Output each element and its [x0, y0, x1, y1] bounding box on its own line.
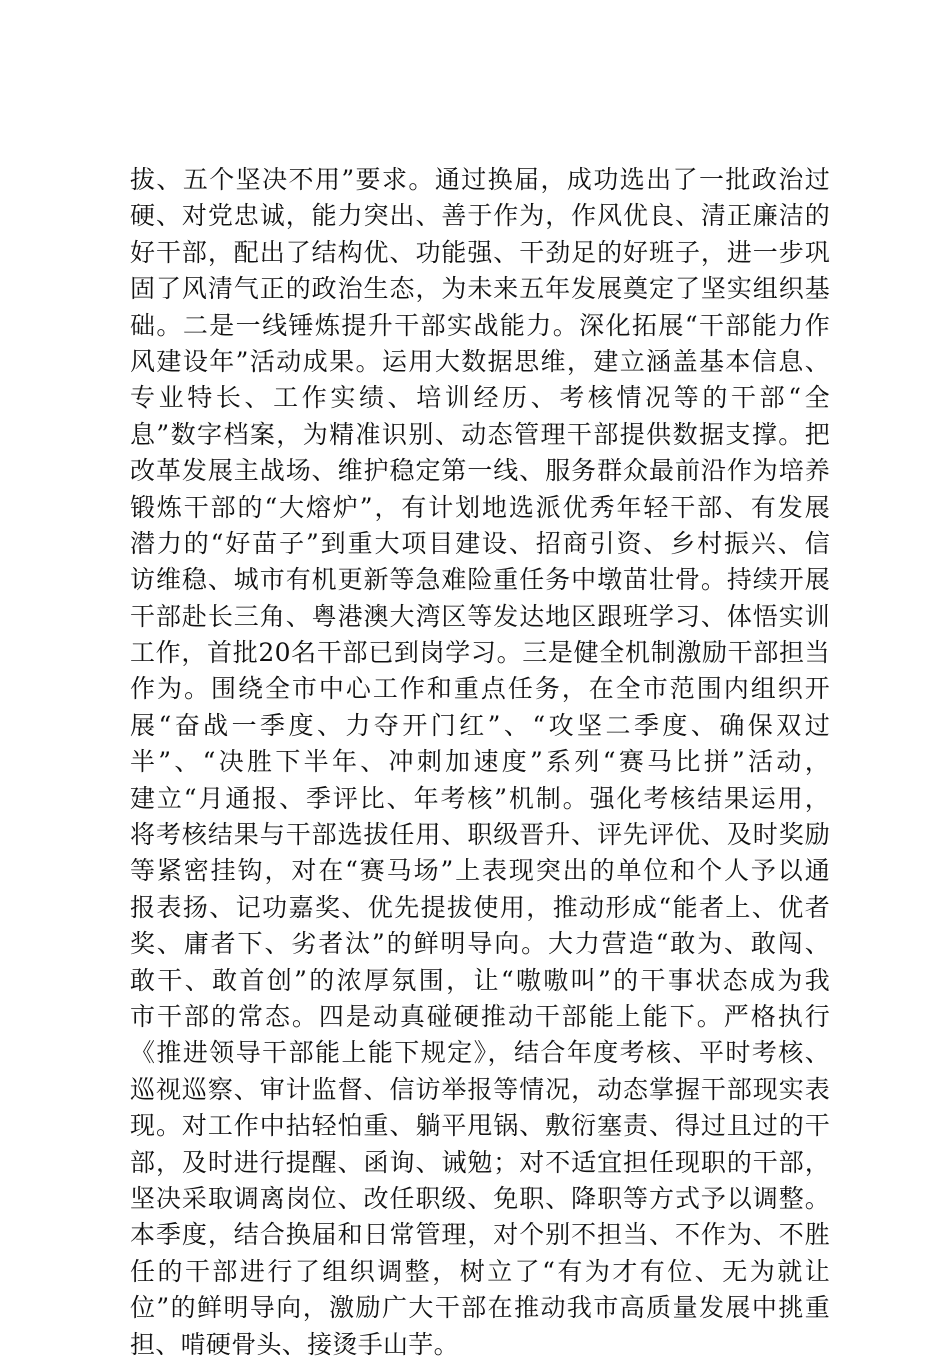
text-line: 作为。围绕全市中心工作和重点任务，在全市范围内组织开: [130, 674, 830, 704]
text-line: 好干部，配出了结构优、功能强、干劲足的好班子，进一步巩: [130, 237, 830, 267]
text-line: 报表扬、记功嘉奖、优先提拔使用，推动形成“能者上、优者: [130, 892, 830, 922]
text-line: 任的干部进行了组织调整，树立了“有为才有位、无为就让: [130, 1256, 830, 1286]
text-line: 风建设年”活动成果。运用大数据思维，建立涵盖基本信息、: [130, 346, 830, 376]
text-line: 奖、庸者下、劣者汰”的鲜明导向。大力营造“敢为、敢闯、: [130, 929, 830, 959]
text-line-last: 担、啃硬骨头、接烫手山芋。: [130, 1329, 459, 1359]
text-line: 锻炼干部的“大熔炉”，有计划地选派优秀年轻干部、有发展: [130, 492, 830, 522]
text-line: 建立“月通报、季评比、年考核”机制。强化考核结果运用，: [130, 783, 830, 813]
text-line: 拔、五个坚决不用”要求。通过换届，成功选出了一批政治过: [130, 165, 830, 194]
text-line: 息”数字档案，为精准识别、动态管理干部提供数据支撑。把: [130, 419, 830, 449]
text-line: 改革发展主战场、维护稳定第一线、服务群众最前沿作为培养: [130, 456, 830, 486]
text-line: 专业特长、工作实绩、培训经历、考核情况等的干部“全: [130, 383, 830, 413]
text-line: 将考核结果与干部选拔任用、职级晋升、评先评优、及时奖励: [130, 820, 830, 850]
text-line: 半”、“决胜下半年、冲刺加速度”系列“赛马比拼”活动，: [130, 747, 830, 777]
text-line: 现。对工作中拈轻怕重、躺平甩锅、敷衍塞责、得过且过的干: [130, 1111, 830, 1141]
text-line: 坚决采取调离岗位、改任职级、免职、降职等方式予以调整。: [130, 1183, 830, 1213]
text-line: 市干部的常态。四是动真碰硬推动干部能上能下。严格执行: [130, 1001, 830, 1031]
text-line: 展“奋战一季度、力夺开门红”、“攻坚二季度、确保双过: [130, 710, 830, 740]
text-line: 工作，首批20名干部已到岗学习。三是健全机制激励干部担当: [130, 638, 830, 668]
body-paragraph: [130, 162, 830, 1363]
text-line: 硬、对党忠诚，能力突出、善于作为，作风优良、清正廉洁的: [130, 201, 830, 231]
text-line: 《推进领导干部能上能下规定》，结合年度考核、平时考核、: [130, 1038, 830, 1068]
text-line: 干部赴长三角、粤港澳大湾区等发达地区跟班学习、体悟实训: [130, 601, 830, 631]
text-line: 础。二是一线锤炼提升干部实战能力。深化拓展“干部能力作: [130, 310, 830, 340]
text-line: 部，及时进行提醒、函询、诫勉；对不适宜担任现职的干部，: [130, 1147, 830, 1177]
text-line: 位”的鲜明导向，激励广大干部在推动我市高质量发展中挑重: [130, 1293, 830, 1323]
text-line: 等紧密挂钩，对在“赛马场”上表现突出的单位和个人予以通: [130, 856, 830, 886]
text-line: 访维稳、城市有机更新等急难险重任务中墩苗壮骨。持续开展: [130, 565, 830, 595]
text-line: 巡视巡察、审计监督、信访举报等情况，动态掌握干部现实表: [130, 1074, 830, 1104]
text-line: 潜力的“好苗子”到重大项目建设、招商引资、乡村振兴、信: [130, 528, 830, 558]
text-line: 本季度，结合换届和日常管理，对个别不担当、不作为、不胜: [130, 1220, 830, 1250]
text-line: 固了风清气正的政治生态，为未来五年发展奠定了坚实组织基: [130, 274, 830, 304]
text-line: 敢干、敢首创”的浓厚氛围，让“嗷嗷叫”的干事状态成为我: [130, 965, 830, 995]
